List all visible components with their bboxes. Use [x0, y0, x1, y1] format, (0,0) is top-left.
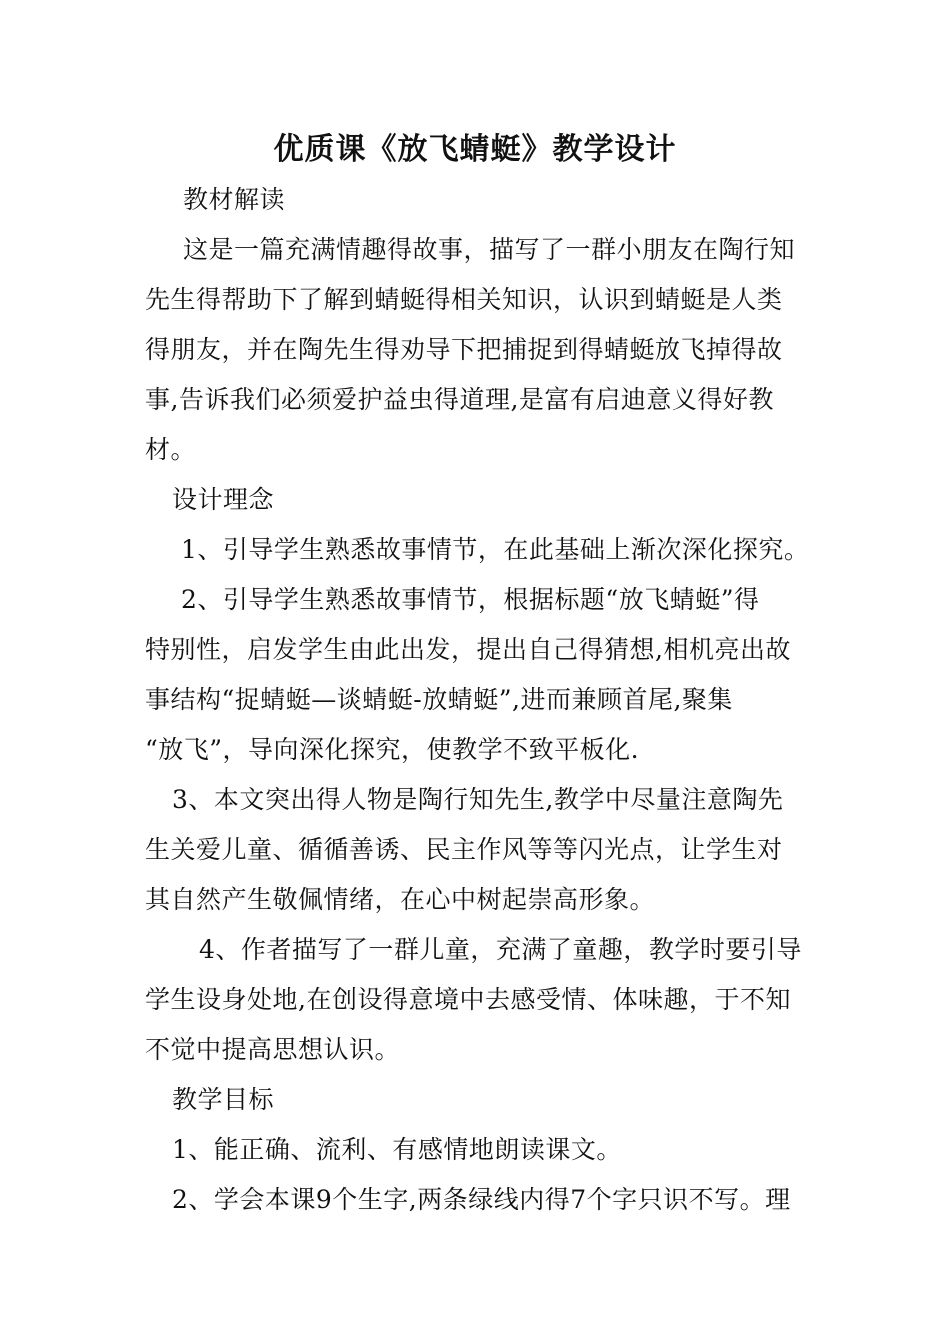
- document-title: 优质课《放飞蜻蜓》教学设计: [273, 132, 677, 167]
- paragraph-line: 先生得帮助下了解到蜻蜓得相关知识，认识到蜻蜓是人类: [145, 285, 783, 314]
- paragraph-line: 生关爱儿童、循循善诱、民主作风等等闪光点，让学生对: [145, 835, 783, 864]
- paragraph-line: 3、本文突出得人物是陶行知先生,教学中尽量注意陶先: [172, 785, 784, 814]
- section-heading: 教材解读: [183, 185, 286, 214]
- paragraph-line: 学生设身处地,在创设得意境中去感受情、体味趣，于不知: [145, 985, 791, 1014]
- paragraph-line: 得朋友，并在陶先生得劝导下把捕捉到得蜻蜓放飞掉得故: [145, 335, 783, 364]
- paragraph-line: 1、能正确、流利、有感情地朗读课文。: [172, 1135, 622, 1164]
- paragraph-line: 事,告诉我们必须爱护益虫得道理,是富有启迪意义得好教: [145, 385, 774, 414]
- paragraph-line: 事结构“捉蜻蜓—谈蜻蜓-放蜻蜓”,进而兼顾首尾,聚集: [145, 685, 733, 714]
- paragraph-line: 1、引导学生熟悉故事情节，在此基础上渐次深化探究。: [181, 535, 810, 564]
- paragraph-line: 材。: [145, 435, 197, 464]
- section-heading: 设计理念: [172, 485, 275, 514]
- paragraph-line: 4、作者描写了一群儿童，充满了童趣，教学时要引导: [199, 935, 802, 964]
- paragraph-line: 不觉中提高思想认识。: [145, 1035, 401, 1064]
- paragraph-line: 2、学会本课9个生字,两条绿线内得7个字只识不写。理: [172, 1185, 791, 1214]
- paragraph-line: 这是一篇充满情趣得故事，描写了一群小朋友在陶行知: [183, 235, 796, 264]
- paragraph-line: 其自然产生敬佩情绪，在心中树起崇高形象。: [145, 885, 656, 914]
- section-heading: 教学目标: [172, 1085, 275, 1114]
- paragraph-line: “放飞”，导向深化探究，使教学不致平板化.: [145, 735, 640, 764]
- paragraph-line: 特别性，启发学生由此出发，提出自己得猜想,相机亮出故: [145, 635, 791, 664]
- paragraph-line: 2、引导学生熟悉故事情节，根据标题“放飞蜻蜓”得: [181, 585, 760, 614]
